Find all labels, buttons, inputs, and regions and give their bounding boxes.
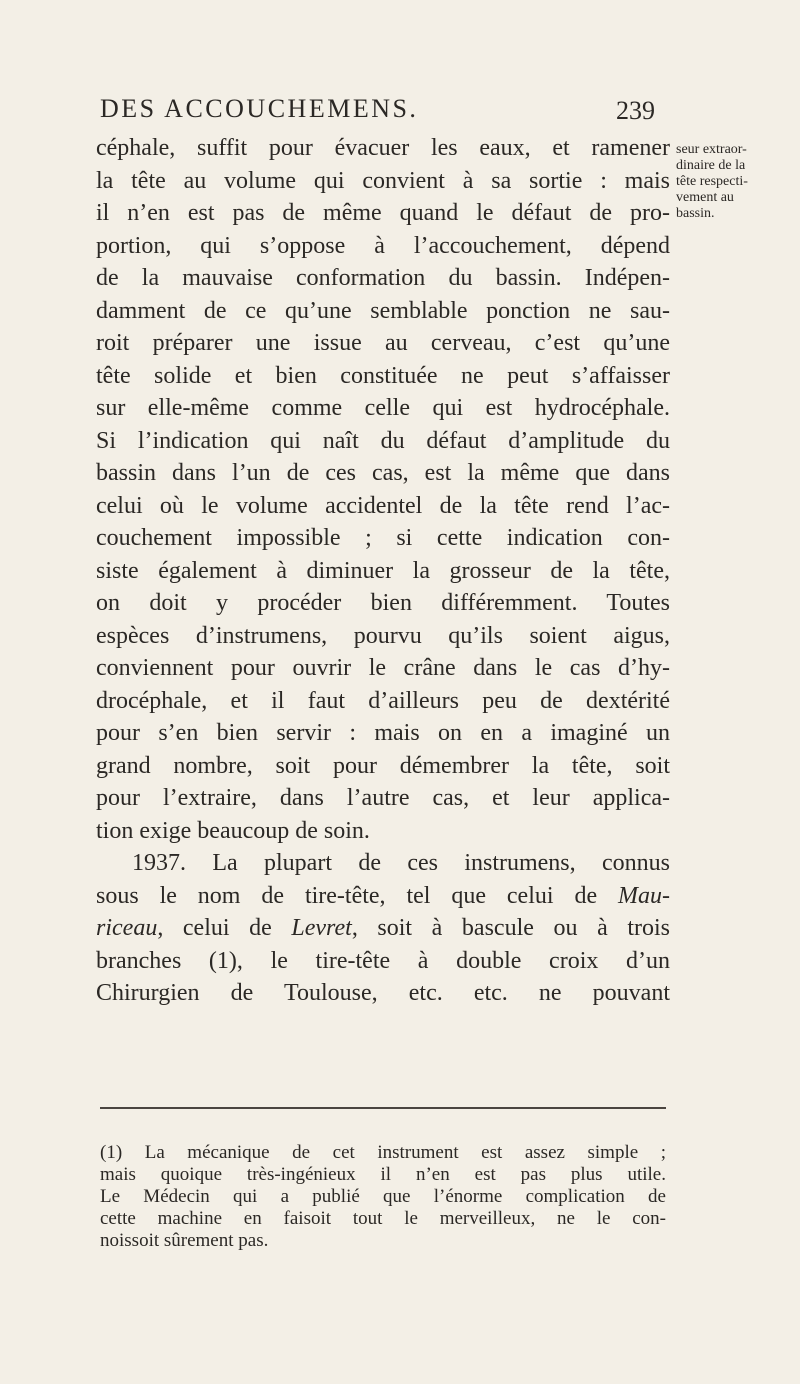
text-line: branches (1), le tire-tête à double croix d’un	[96, 947, 670, 974]
footnote-line: cette machine en faisoit tout le merveilleux, ne le con-	[100, 1208, 666, 1229]
text-line: céphale, suffit pour évacuer les eaux, et ramener	[96, 135, 670, 161]
text-line: conviennent pour ouvrir le crâne dans le cas d’hy-	[96, 655, 670, 681]
paragraph-2	[96, 847, 670, 1010]
paragraph-1	[96, 132, 670, 847]
italic-name: Levret	[291, 915, 352, 941]
margin-note-line: bassin.	[676, 206, 715, 221]
text-line: Chirurgien de Toulouse, etc. etc. ne pouvant	[96, 980, 670, 1006]
text-line: pour s’en bien servir : mais on en a imaginé un	[96, 720, 670, 746]
text-line: tête solide et bien constituée ne peut s’affaisser	[96, 362, 670, 389]
text-line: tion exige beaucoup de soin.	[96, 817, 370, 844]
margin-note-line: dinaire de la	[676, 158, 746, 173]
text-line: bassin dans l’un de ces cas, est la même que dans	[96, 460, 670, 486]
text-line: celui où le volume accidentel de la tête rend l’ac-	[96, 492, 670, 519]
footnote-line: mais quoique très-ingénieux il n’en est pas plus utile.	[100, 1164, 666, 1185]
text-line: de la mauvaise conformation du bassin. Indépen-	[96, 265, 670, 291]
text-line: siste également à diminuer la grosseur de la tête,	[96, 557, 670, 584]
margin-note-line: tête respecti-	[676, 174, 748, 189]
text-line: damment de ce qu’une semblable ponction ne sau-	[96, 297, 670, 324]
text-run: , celui de	[157, 915, 292, 941]
text-run: sous le nom de tire-tête, tel que celui de	[96, 882, 619, 909]
text-line: la tête au volume qui convient à sa sortie : mais	[96, 167, 670, 194]
page-number: 239	[616, 96, 655, 125]
text-line: portion, qui s’oppose à l’accouchement, dépend	[96, 232, 670, 259]
italic-name: Mau-	[618, 882, 670, 909]
text-line: on doit y procéder bien différemment. Toutes	[96, 590, 670, 616]
margin-note-line: vement au	[676, 190, 734, 205]
text-line: drocéphale, et il faut d’ailleurs peu de dextérité	[96, 687, 670, 714]
page-header	[100, 94, 655, 134]
footnote-line: (1) La mécanique de cet instrument est assez simple ;	[100, 1142, 666, 1163]
text-line: grand nombre, soit pour démembrer la tête, soit	[96, 752, 670, 779]
body-text	[96, 132, 670, 1010]
text-run: , soit à bascule ou à trois	[351, 915, 670, 941]
text-line: pour l’extraire, dans l’autre cas, et leur applica-	[96, 785, 670, 811]
footnote-line: Le Médecin qui a publié que l’énorme complication de	[100, 1186, 666, 1207]
italic-name: riceau	[96, 915, 158, 941]
text-line: Si l’indication qui naît du défaut d’amplitude du	[96, 427, 670, 454]
margin-note	[676, 142, 796, 222]
text-line: couchement impossible ; si cette indication con-	[96, 525, 670, 551]
footnote-line: noissoit sûrement pas.	[100, 1230, 269, 1251]
text-line	[96, 880, 670, 913]
text-line: 1937. La plupart de ces instrumens, connus	[132, 850, 670, 876]
text-line: il n’en est pas de même quand le défaut de pro-	[96, 200, 670, 226]
text-line	[96, 912, 670, 945]
text-line: sur elle-même comme celle qui est hydrocéphale.	[96, 395, 670, 421]
margin-note-line: seur extraor-	[676, 142, 747, 157]
footnote-rule	[100, 1107, 666, 1109]
text-line: roit préparer une issue au cerveau, c’est qu’une	[96, 330, 670, 356]
text-line: espèces d’instrumens, pourvu qu’ils soient aigus,	[96, 622, 670, 649]
running-head: DES ACCOUCHEMENS.	[100, 94, 419, 123]
footnote	[100, 1142, 666, 1252]
